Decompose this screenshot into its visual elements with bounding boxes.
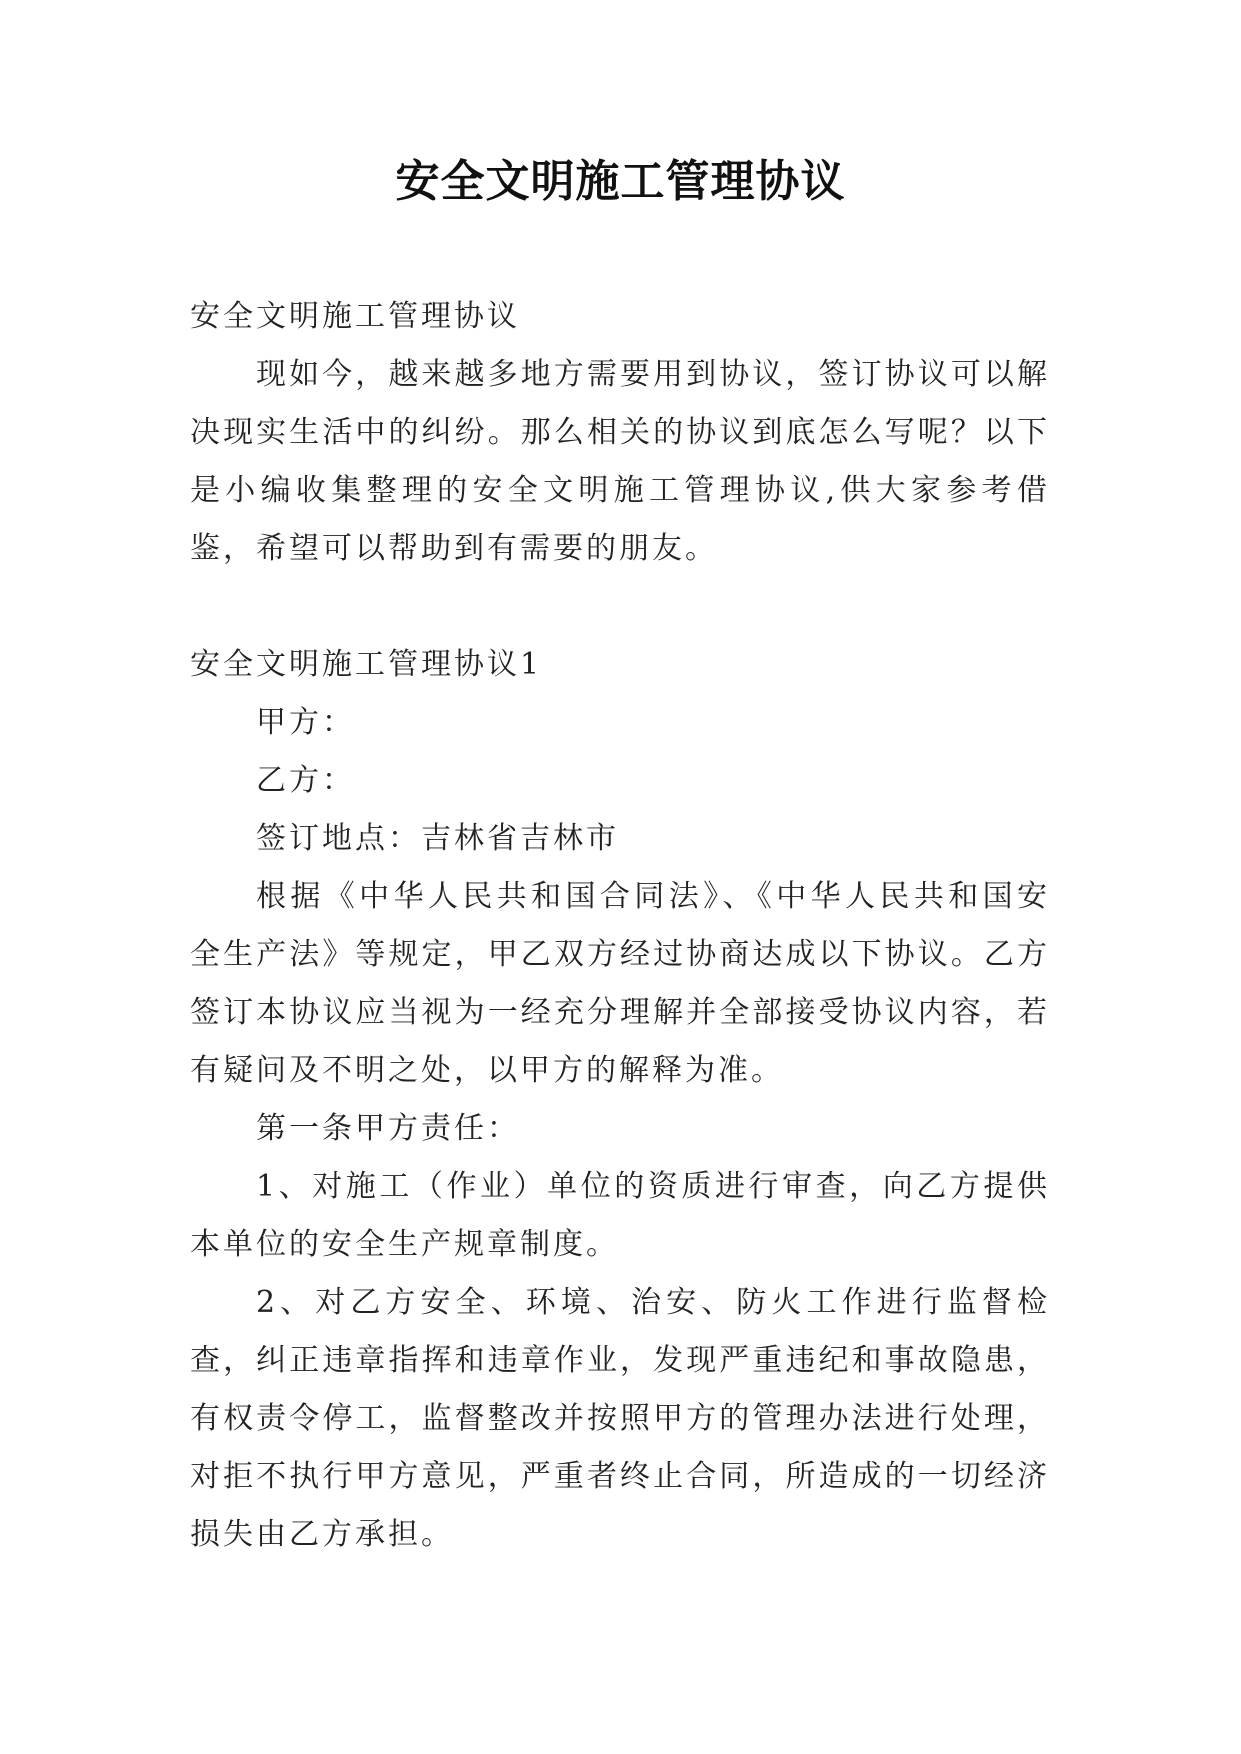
intro-paragraph: 现如今，越来越多地方需要用到协议，签订协议可以解决现实生活中的纠纷。那么相关的协议到底怎么写呢？以下是小编收集整理的安全文明施工管理协议,供大家参考借鉴，希望可以帮助到有需要的朋友。 — [190, 357, 1050, 566]
basis-paragraph: 根据《中华人民共和国合同法》、《中华人民共和国安全生产法》等规定，甲乙双方经过协商达成以下协议。乙方签订本协议应当视为一经充分理解并全部接受协议内容，若有疑问及不明之处，以甲方的解释为准。 — [190, 879, 1050, 1088]
party-a-line: 甲方： — [256, 705, 355, 740]
sign-place-line: 签订地点：吉林省吉林市 — [256, 821, 619, 856]
article-item-2: 2、对乙方安全、环境、治安、防火工作进行监督检查，纠正违章指挥和违章作业，发现严重违纪和事故隐患，有权责令停工，监督整改并按照甲方的管理办法进行处理，对拒不执行甲方意见，严重者终止合同，所造成的一切经济损失由乙方承担。 — [190, 1285, 1050, 1552]
document-title: 安全文明施工管理协议 — [395, 156, 846, 207]
party-b-line: 乙方： — [256, 763, 355, 798]
section-heading: 安全文明施工管理协议1 — [190, 647, 543, 682]
article-item-1: 1、对施工（作业）单位的资质进行审查，向乙方提供本单位的安全生产规章制度。 — [190, 1169, 1050, 1262]
article-heading: 第一条甲方责任： — [256, 1111, 520, 1146]
document-body — [190, 288, 1050, 1564]
paragraph-gap — [190, 578, 1050, 636]
document-subtitle: 安全文明施工管理协议 — [190, 299, 520, 334]
